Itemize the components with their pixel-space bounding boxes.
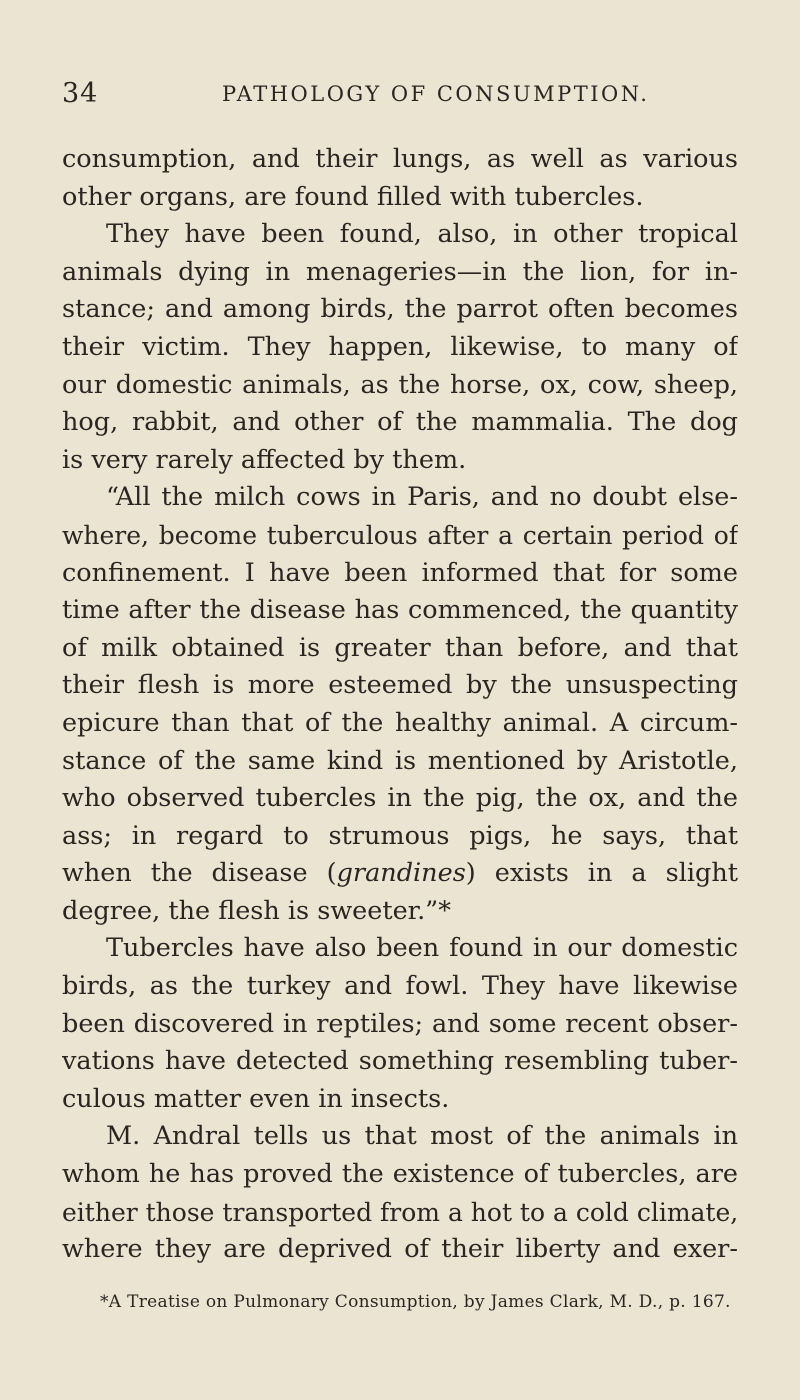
text-line: M. Andral tells us that most of the animals in xyxy=(106,1121,738,1152)
text-line: other organs, are found filled with tubercles. xyxy=(62,181,644,212)
text-line: They have been found, also, in other tropical xyxy=(106,219,738,250)
text-line: when the disease (grandines) exists in a slight xyxy=(62,858,738,889)
text-line: their victim. They happen, likewise, to many of xyxy=(62,331,738,362)
text-line: whom he has proved the existence of tubercles, are xyxy=(62,1159,738,1190)
text-line: time after the disease has commenced, the quantity xyxy=(62,595,738,626)
text-line: our domestic animals, as the horse, ox, cow, sheep, xyxy=(62,369,738,400)
running-title: PATHOLOGY OF CONSUMPTION. xyxy=(222,82,650,106)
text-line: where, become tuberculous after a certain period of xyxy=(62,520,738,550)
text-line: consumption, and their lungs, as well as various xyxy=(62,144,738,174)
footnote: *A Treatise on Pulmonary Consumption, by James Clark, M. D., p. 167. xyxy=(100,1292,731,1312)
text-line: ass; in regard to strumous pigs, he says, that xyxy=(62,820,738,851)
text-line: degree, the flesh is sweeter.”* xyxy=(62,895,451,926)
page-number: 34 xyxy=(62,78,99,109)
text-line: vations have detected something resembling tuber- xyxy=(62,1046,738,1077)
running-head xyxy=(62,78,738,118)
text-line: where they are deprived of their liberty and exer- xyxy=(62,1234,738,1265)
text-line: animals dying in menageries—in the lion, for in- xyxy=(62,256,738,287)
text-line: “All the milch cows in Paris, and no doubt else- xyxy=(106,482,738,513)
text-line: hog, rabbit, and other of the mammalia. The dog xyxy=(62,407,738,438)
text-line: confinement. I have been informed that for some xyxy=(62,557,738,588)
text-line: Tubercles have also been found in our domestic xyxy=(106,933,738,964)
text-line: their flesh is more esteemed by the unsuspecting xyxy=(62,670,738,701)
body-text xyxy=(62,141,738,1269)
text-line: stance; and among birds, the parrot often becomes xyxy=(62,294,738,325)
text-line: of milk obtained is greater than before, and that xyxy=(62,632,738,663)
text-line: stance of the same kind is mentioned by Aristotle, xyxy=(62,745,738,776)
text-line: is very rarely affected by them. xyxy=(62,444,467,475)
text-line: who observed tubercles in the pig, the ox, and the xyxy=(62,783,738,814)
text-line: epicure than that of the healthy animal. A circum- xyxy=(62,707,738,738)
text-line: culous matter even in insects. xyxy=(62,1083,450,1114)
text-line: either those transported from a hot to a cold climate, xyxy=(62,1197,738,1227)
text-line: been discovered in reptiles; and some recent obser- xyxy=(62,1008,738,1039)
text-line: birds, as the turkey and fowl. They have likewise xyxy=(62,971,738,1002)
